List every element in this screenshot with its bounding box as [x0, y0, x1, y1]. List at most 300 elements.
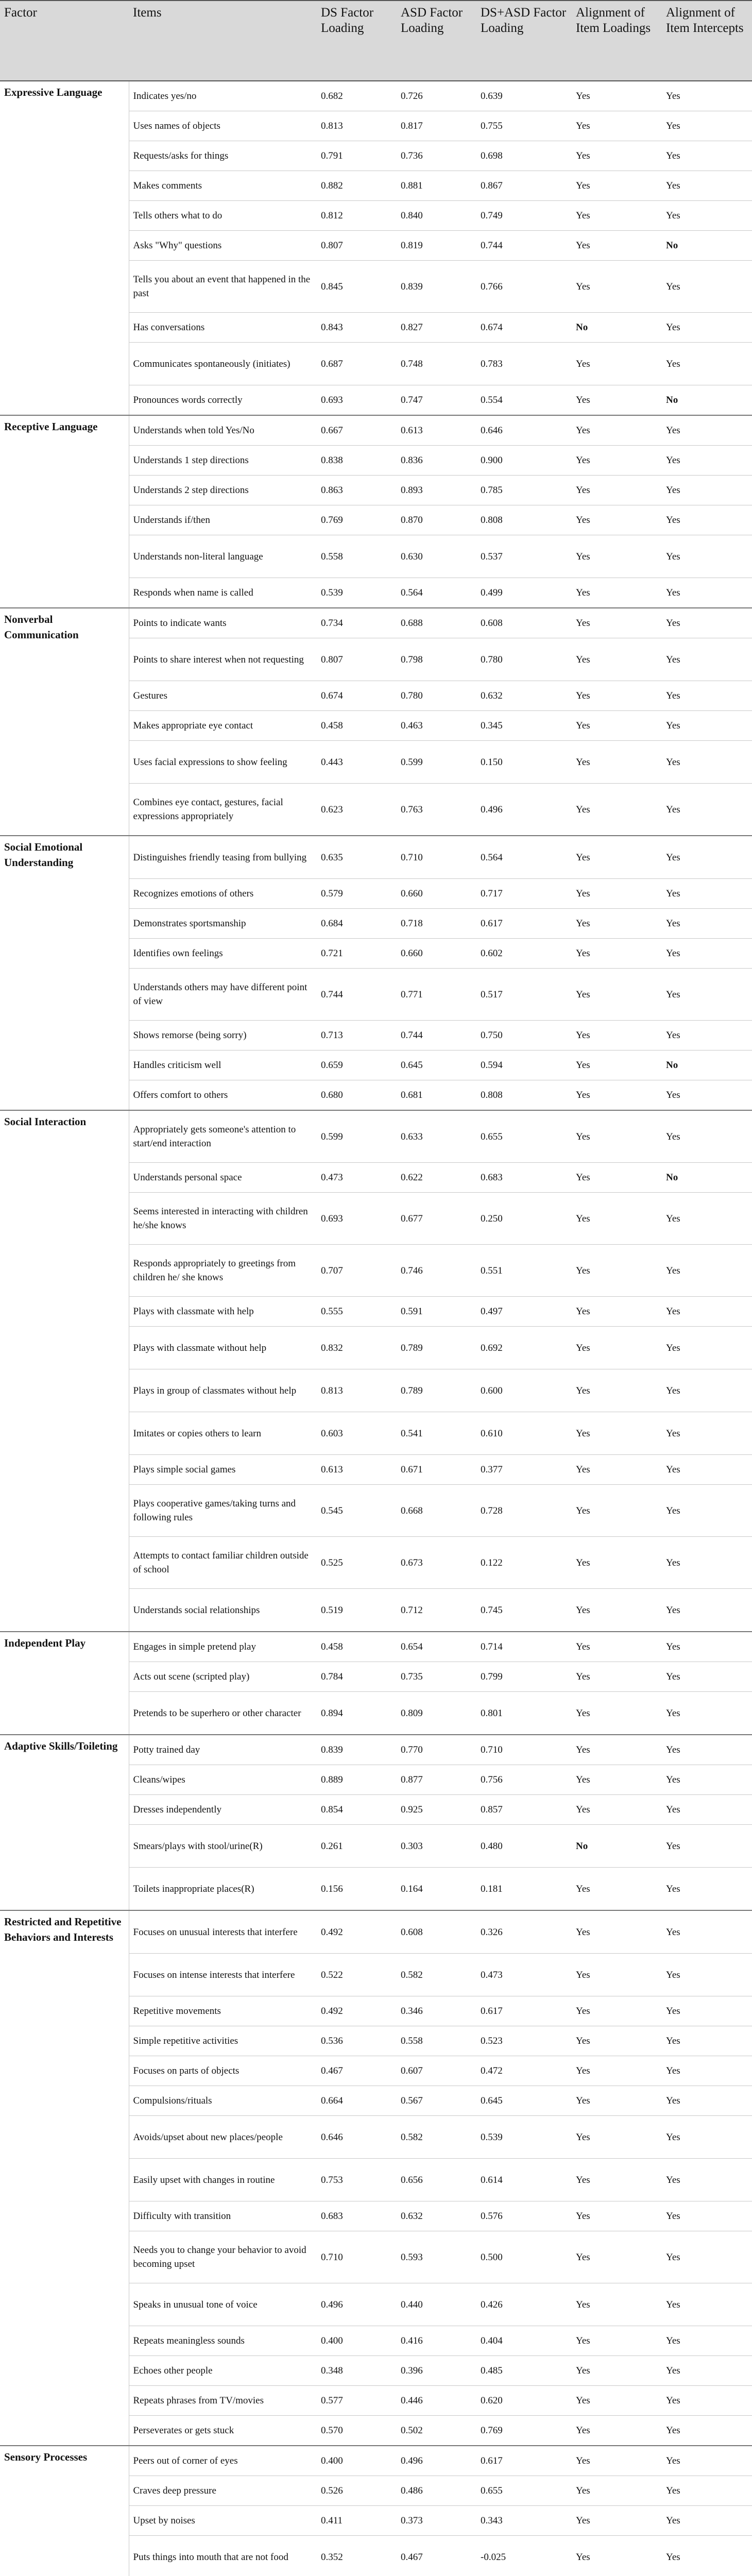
- asd-loading-cell: 0.836: [397, 446, 476, 476]
- factor-name-cell: Independent Play: [0, 1632, 129, 1735]
- ds-asd-loading-cell: 0.473: [476, 1954, 572, 1996]
- ds-loading-cell: 0.693: [317, 385, 397, 416]
- asd-loading-cell: 0.809: [397, 1692, 476, 1735]
- alignment-loadings-cell: Yes: [572, 1297, 662, 1327]
- item-cell: Understands others may have different point of view: [129, 969, 317, 1021]
- asd-loading-cell: 0.726: [397, 81, 476, 111]
- asd-loading-cell: 0.541: [397, 1412, 476, 1455]
- ds-loading-cell: 0.769: [317, 505, 397, 535]
- alignment-intercepts-cell: Yes: [662, 1868, 752, 1911]
- asd-loading-cell: 0.819: [397, 231, 476, 261]
- alignment-loadings-cell: Yes: [572, 578, 662, 608]
- asd-loading-cell: 0.645: [397, 1050, 476, 1080]
- ds-loading-cell: 0.813: [317, 111, 397, 141]
- alignment-intercepts-cell: Yes: [662, 2159, 752, 2201]
- asd-loading-cell: 0.564: [397, 578, 476, 608]
- alignment-intercepts-cell: Yes: [662, 171, 752, 201]
- ds-asd-loading-cell: 0.857: [476, 1795, 572, 1825]
- asd-loading-cell: 0.593: [397, 2231, 476, 2283]
- item-cell: Peers out of corner of eyes: [129, 2446, 317, 2476]
- alignment-loadings-cell: No: [572, 313, 662, 343]
- item-cell: Recognizes emotions of others: [129, 879, 317, 909]
- ds-loading-cell: 0.411: [317, 2506, 397, 2536]
- ds-loading-cell: 0.522: [317, 1954, 397, 1996]
- item-cell: Responds appropriately to greetings from children he/ she knows: [129, 1245, 317, 1297]
- alignment-intercepts-cell: No: [662, 1050, 752, 1080]
- ds-loading-cell: 0.807: [317, 638, 397, 681]
- ds-asd-loading-cell: 0.645: [476, 2086, 572, 2116]
- asd-loading-cell: 0.789: [397, 1327, 476, 1369]
- alignment-loadings-cell: Yes: [572, 608, 662, 638]
- ds-loading-cell: 0.693: [317, 1193, 397, 1245]
- ds-loading-cell: 0.458: [317, 711, 397, 741]
- item-cell: Plays with classmate with help: [129, 1297, 317, 1327]
- alignment-loadings-cell: Yes: [572, 261, 662, 313]
- item-cell: Acts out scene (scripted play): [129, 1662, 317, 1692]
- alignment-intercepts-cell: Yes: [662, 939, 752, 969]
- alignment-intercepts-cell: Yes: [662, 2026, 752, 2056]
- ds-asd-loading-cell: 0.326: [476, 1910, 572, 1954]
- table-row: [0, 836, 752, 879]
- ds-loading-cell: 0.577: [317, 2386, 397, 2416]
- alignment-loadings-cell: Yes: [572, 385, 662, 416]
- item-cell: Perseverates or gets stuck: [129, 2416, 317, 2446]
- ds-loading-cell: 0.838: [317, 446, 397, 476]
- item-cell: Attempts to contact familiar children outside of school: [129, 1537, 317, 1589]
- ds-asd-loading-cell: 0.537: [476, 535, 572, 578]
- ds-asd-loading-cell: 0.766: [476, 261, 572, 313]
- alignment-intercepts-cell: Yes: [662, 2201, 752, 2231]
- ds-loading-cell: 0.492: [317, 1910, 397, 1954]
- alignment-intercepts-cell: Yes: [662, 681, 752, 711]
- asd-loading-cell: 0.467: [397, 2536, 476, 2576]
- alignment-intercepts-cell: Yes: [662, 1455, 752, 1485]
- table-row: [0, 608, 752, 638]
- ds-loading-cell: 0.744: [317, 969, 397, 1021]
- asd-loading-cell: 0.870: [397, 505, 476, 535]
- ds-asd-loading-cell: 0.749: [476, 201, 572, 231]
- factor-name-cell: Sensory Processes: [0, 2446, 129, 2576]
- ds-loading-cell: 0.635: [317, 836, 397, 879]
- ds-loading-cell: 0.555: [317, 1297, 397, 1327]
- table-row: [0, 1632, 752, 1662]
- alignment-loadings-cell: Yes: [572, 141, 662, 171]
- ds-loading-cell: 0.710: [317, 2231, 397, 2283]
- header-alignment-loadings: Alignment of Item Loadings: [572, 1, 662, 81]
- alignment-loadings-cell: Yes: [572, 2231, 662, 2283]
- alignment-intercepts-cell: Yes: [662, 446, 752, 476]
- ds-loading-cell: 0.348: [317, 2356, 397, 2386]
- ds-loading-cell: 0.791: [317, 141, 397, 171]
- alignment-intercepts-cell: Yes: [662, 711, 752, 741]
- ds-asd-loading-cell: 0.692: [476, 1327, 572, 1369]
- ds-asd-loading-cell: 0.674: [476, 313, 572, 343]
- alignment-intercepts-cell: Yes: [662, 2536, 752, 2576]
- ds-loading-cell: 0.603: [317, 1412, 397, 1455]
- asd-loading-cell: 0.770: [397, 1735, 476, 1765]
- ds-loading-cell: 0.812: [317, 201, 397, 231]
- alignment-loadings-cell: Yes: [572, 2386, 662, 2416]
- alignment-intercepts-cell: Yes: [662, 909, 752, 939]
- ds-loading-cell: 0.713: [317, 1021, 397, 1050]
- alignment-intercepts-cell: Yes: [662, 313, 752, 343]
- alignment-loadings-cell: Yes: [572, 2201, 662, 2231]
- ds-loading-cell: 0.599: [317, 1110, 397, 1163]
- item-cell: Plays in group of classmates without help: [129, 1369, 317, 1412]
- item-cell: Simple repetitive activities: [129, 2026, 317, 2056]
- item-cell: Understands if/then: [129, 505, 317, 535]
- asd-loading-cell: 0.827: [397, 313, 476, 343]
- factor-name-cell: Receptive Language: [0, 415, 129, 608]
- alignment-loadings-cell: Yes: [572, 1369, 662, 1412]
- asd-loading-cell: 0.346: [397, 1996, 476, 2026]
- item-cell: Makes appropriate eye contact: [129, 711, 317, 741]
- ds-loading-cell: 0.545: [317, 1485, 397, 1537]
- factor-name-cell: Nonverbal Communication: [0, 608, 129, 836]
- alignment-loadings-cell: Yes: [572, 476, 662, 505]
- alignment-intercepts-cell: Yes: [662, 2326, 752, 2356]
- item-cell: Uses names of objects: [129, 111, 317, 141]
- item-cell: Plays with classmate without help: [129, 1327, 317, 1369]
- ds-asd-loading-cell: 0.426: [476, 2283, 572, 2326]
- asd-loading-cell: 0.613: [397, 415, 476, 446]
- alignment-loadings-cell: Yes: [572, 2506, 662, 2536]
- item-cell: Potty trained day: [129, 1735, 317, 1765]
- ds-loading-cell: 0.156: [317, 1868, 397, 1911]
- ds-loading-cell: 0.443: [317, 741, 397, 784]
- item-cell: Craves deep pressure: [129, 2476, 317, 2506]
- alignment-loadings-cell: Yes: [572, 2056, 662, 2086]
- alignment-loadings-cell: Yes: [572, 201, 662, 231]
- asd-loading-cell: 0.396: [397, 2356, 476, 2386]
- item-cell: Difficulty with transition: [129, 2201, 317, 2231]
- ds-loading-cell: 0.473: [317, 1163, 397, 1193]
- ds-asd-loading-cell: 0.780: [476, 638, 572, 681]
- asd-loading-cell: 0.486: [397, 2476, 476, 2506]
- factor-name-cell: Expressive Language: [0, 81, 129, 415]
- asd-loading-cell: 0.735: [397, 1662, 476, 1692]
- alignment-intercepts-cell: Yes: [662, 578, 752, 608]
- asd-loading-cell: 0.881: [397, 171, 476, 201]
- alignment-loadings-cell: Yes: [572, 1735, 662, 1765]
- alignment-intercepts-cell: Yes: [662, 2231, 752, 2283]
- ds-loading-cell: 0.667: [317, 415, 397, 446]
- alignment-intercepts-cell: Yes: [662, 2056, 752, 2086]
- asd-loading-cell: 0.744: [397, 1021, 476, 1050]
- item-cell: Gestures: [129, 681, 317, 711]
- ds-loading-cell: 0.843: [317, 313, 397, 343]
- alignment-intercepts-cell: Yes: [662, 111, 752, 141]
- asd-loading-cell: 0.747: [397, 385, 476, 416]
- ds-loading-cell: 0.845: [317, 261, 397, 313]
- item-cell: Requests/asks for things: [129, 141, 317, 171]
- ds-loading-cell: 0.646: [317, 2116, 397, 2159]
- ds-asd-loading-cell: 0.485: [476, 2356, 572, 2386]
- ds-loading-cell: 0.623: [317, 784, 397, 836]
- asd-loading-cell: 0.633: [397, 1110, 476, 1163]
- ds-asd-loading-cell: 0.551: [476, 1245, 572, 1297]
- asd-loading-cell: 0.677: [397, 1193, 476, 1245]
- ds-loading-cell: 0.807: [317, 231, 397, 261]
- alignment-intercepts-cell: Yes: [662, 969, 752, 1021]
- alignment-intercepts-cell: Yes: [662, 1735, 752, 1765]
- alignment-intercepts-cell: Yes: [662, 1080, 752, 1111]
- alignment-intercepts-cell: Yes: [662, 2356, 752, 2386]
- item-cell: Understands personal space: [129, 1163, 317, 1193]
- ds-loading-cell: 0.687: [317, 343, 397, 385]
- ds-loading-cell: 0.458: [317, 1632, 397, 1662]
- alignment-loadings-cell: Yes: [572, 836, 662, 879]
- header-ds-loading: DS Factor Loading: [317, 1, 397, 81]
- ds-asd-loading-cell: 0.683: [476, 1163, 572, 1193]
- alignment-loadings-cell: Yes: [572, 1954, 662, 1996]
- alignment-loadings-cell: Yes: [572, 1412, 662, 1455]
- alignment-intercepts-cell: Yes: [662, 2386, 752, 2416]
- item-cell: Engages in simple pretend play: [129, 1632, 317, 1662]
- asd-loading-cell: 0.712: [397, 1589, 476, 1632]
- item-cell: Plays cooperative games/taking turns and following rules: [129, 1485, 317, 1537]
- ds-loading-cell: 0.753: [317, 2159, 397, 2201]
- ds-loading-cell: 0.813: [317, 1369, 397, 1412]
- ds-asd-loading-cell: 0.517: [476, 969, 572, 1021]
- item-cell: Communicates spontaneously (initiates): [129, 343, 317, 385]
- ds-loading-cell: 0.400: [317, 2446, 397, 2476]
- asd-loading-cell: 0.877: [397, 1765, 476, 1795]
- item-cell: Repetitive movements: [129, 1996, 317, 2026]
- alignment-intercepts-cell: Yes: [662, 741, 752, 784]
- item-cell: Handles criticism well: [129, 1050, 317, 1080]
- alignment-intercepts-cell: Yes: [662, 415, 752, 446]
- alignment-intercepts-cell: Yes: [662, 535, 752, 578]
- ds-loading-cell: 0.721: [317, 939, 397, 969]
- ds-loading-cell: 0.492: [317, 1996, 397, 2026]
- ds-loading-cell: 0.839: [317, 1735, 397, 1765]
- alignment-intercepts-cell: Yes: [662, 608, 752, 638]
- asd-loading-cell: 0.567: [397, 2086, 476, 2116]
- alignment-intercepts-cell: Yes: [662, 1297, 752, 1327]
- table-row: [0, 415, 752, 446]
- table-row: [0, 2446, 752, 2476]
- alignment-intercepts-cell: Yes: [662, 141, 752, 171]
- ds-asd-loading-cell: 0.250: [476, 1193, 572, 1245]
- alignment-intercepts-cell: Yes: [662, 2476, 752, 2506]
- alignment-loadings-cell: Yes: [572, 1589, 662, 1632]
- ds-loading-cell: 0.784: [317, 1662, 397, 1692]
- alignment-intercepts-cell: Yes: [662, 1110, 752, 1163]
- ds-asd-loading-cell: 0.744: [476, 231, 572, 261]
- ds-asd-loading-cell: 0.756: [476, 1765, 572, 1795]
- ds-loading-cell: 0.613: [317, 1455, 397, 1485]
- item-cell: Uses facial expressions to show feeling: [129, 741, 317, 784]
- ds-loading-cell: 0.352: [317, 2536, 397, 2576]
- asd-loading-cell: 0.673: [397, 1537, 476, 1589]
- item-cell: Identifies own feelings: [129, 939, 317, 969]
- alignment-loadings-cell: Yes: [572, 2416, 662, 2446]
- ds-asd-loading-cell: 0.610: [476, 1412, 572, 1455]
- ds-asd-loading-cell: 0.500: [476, 2231, 572, 2283]
- ds-asd-loading-cell: 0.710: [476, 1735, 572, 1765]
- alignment-loadings-cell: Yes: [572, 1163, 662, 1193]
- item-cell: Echoes other people: [129, 2356, 317, 2386]
- ds-asd-loading-cell: 0.602: [476, 939, 572, 969]
- alignment-loadings-cell: Yes: [572, 2159, 662, 2201]
- asd-loading-cell: 0.798: [397, 638, 476, 681]
- alignment-loadings-cell: Yes: [572, 1662, 662, 1692]
- ds-loading-cell: 0.882: [317, 171, 397, 201]
- ds-loading-cell: 0.889: [317, 1765, 397, 1795]
- alignment-intercepts-cell: Yes: [662, 638, 752, 681]
- item-cell: Imitates or copies others to learn: [129, 1412, 317, 1455]
- asd-loading-cell: 0.463: [397, 711, 476, 741]
- factor-name-cell: Social Interaction: [0, 1110, 129, 1632]
- header-alignment-intercepts: Alignment of Item Intercepts: [662, 1, 752, 81]
- ds-asd-loading-cell: 0.497: [476, 1297, 572, 1327]
- asd-loading-cell: 0.608: [397, 1910, 476, 1954]
- ds-asd-loading-cell: 0.472: [476, 2056, 572, 2086]
- item-cell: Indicates yes/no: [129, 81, 317, 111]
- ds-loading-cell: 0.674: [317, 681, 397, 711]
- ds-asd-loading-cell: 0.655: [476, 1110, 572, 1163]
- item-cell: Combines eye contact, gestures, facial expressions appropriately: [129, 784, 317, 836]
- asd-loading-cell: 0.164: [397, 1868, 476, 1911]
- ds-loading-cell: 0.680: [317, 1080, 397, 1111]
- ds-asd-loading-cell: 0.785: [476, 476, 572, 505]
- item-cell: Understands 2 step directions: [129, 476, 317, 505]
- alignment-intercepts-cell: Yes: [662, 2506, 752, 2536]
- ds-asd-loading-cell: 0.480: [476, 1825, 572, 1868]
- ds-asd-loading-cell: 0.496: [476, 784, 572, 836]
- alignment-loadings-cell: Yes: [572, 1050, 662, 1080]
- asd-loading-cell: 0.440: [397, 2283, 476, 2326]
- item-cell: Dresses independently: [129, 1795, 317, 1825]
- alignment-intercepts-cell: Yes: [662, 476, 752, 505]
- alignment-loadings-cell: Yes: [572, 939, 662, 969]
- alignment-intercepts-cell: Yes: [662, 1662, 752, 1692]
- item-cell: Understands social relationships: [129, 1589, 317, 1632]
- item-cell: Tells you about an event that happened in the past: [129, 261, 317, 313]
- item-cell: Focuses on parts of objects: [129, 2056, 317, 2086]
- alignment-intercepts-cell: Yes: [662, 1327, 752, 1369]
- ds-asd-loading-cell: 0.617: [476, 909, 572, 939]
- item-cell: Shows remorse (being sorry): [129, 1021, 317, 1050]
- alignment-loadings-cell: Yes: [572, 1193, 662, 1245]
- alignment-loadings-cell: Yes: [572, 446, 662, 476]
- alignment-loadings-cell: Yes: [572, 1795, 662, 1825]
- table-row: [0, 1110, 752, 1163]
- alignment-loadings-cell: Yes: [572, 1455, 662, 1485]
- ds-asd-loading-cell: 0.554: [476, 385, 572, 416]
- ds-loading-cell: 0.682: [317, 81, 397, 111]
- ds-asd-loading-cell: 0.728: [476, 1485, 572, 1537]
- ds-asd-loading-cell: 0.808: [476, 505, 572, 535]
- ds-asd-loading-cell: 0.345: [476, 711, 572, 741]
- alignment-loadings-cell: Yes: [572, 81, 662, 111]
- alignment-intercepts-cell: Yes: [662, 1954, 752, 1996]
- alignment-loadings-cell: Yes: [572, 1692, 662, 1735]
- ds-asd-loading-cell: 0.377: [476, 1455, 572, 1485]
- alignment-intercepts-cell: Yes: [662, 2446, 752, 2476]
- item-cell: Pronounces words correctly: [129, 385, 317, 416]
- ds-asd-loading-cell: 0.617: [476, 1996, 572, 2026]
- item-cell: Plays simple social games: [129, 1455, 317, 1485]
- item-cell: Focuses on intense interests that interfere: [129, 1954, 317, 1996]
- ds-asd-loading-cell: 0.150: [476, 741, 572, 784]
- alignment-intercepts-cell: Yes: [662, 1589, 752, 1632]
- asd-loading-cell: 0.630: [397, 535, 476, 578]
- asd-loading-cell: 0.736: [397, 141, 476, 171]
- alignment-intercepts-cell: No: [662, 1163, 752, 1193]
- asd-loading-cell: 0.632: [397, 2201, 476, 2231]
- ds-asd-loading-cell: 0.801: [476, 1692, 572, 1735]
- asd-loading-cell: 0.681: [397, 1080, 476, 1111]
- alignment-loadings-cell: Yes: [572, 1327, 662, 1369]
- alignment-intercepts-cell: Yes: [662, 1910, 752, 1954]
- asd-loading-cell: 0.446: [397, 2386, 476, 2416]
- header-items: Items: [129, 1, 317, 81]
- asd-loading-cell: 0.748: [397, 343, 476, 385]
- alignment-loadings-cell: Yes: [572, 415, 662, 446]
- item-cell: Distinguishes friendly teasing from bullying: [129, 836, 317, 879]
- ds-loading-cell: 0.683: [317, 2201, 397, 2231]
- ds-loading-cell: 0.539: [317, 578, 397, 608]
- ds-loading-cell: 0.536: [317, 2026, 397, 2056]
- item-cell: Points to indicate wants: [129, 608, 317, 638]
- asd-loading-cell: 0.746: [397, 1245, 476, 1297]
- ds-asd-loading-cell: -0.025: [476, 2536, 572, 2576]
- ds-asd-loading-cell: 0.750: [476, 1021, 572, 1050]
- asd-loading-cell: 0.817: [397, 111, 476, 141]
- ds-asd-loading-cell: 0.600: [476, 1369, 572, 1412]
- ds-asd-loading-cell: 0.564: [476, 836, 572, 879]
- asd-loading-cell: 0.582: [397, 1954, 476, 1996]
- ds-asd-loading-cell: 0.608: [476, 608, 572, 638]
- asd-loading-cell: 0.763: [397, 784, 476, 836]
- header-ds-asd-loading: DS+ASD Factor Loading: [476, 1, 572, 81]
- header-factor: Factor: [0, 1, 129, 81]
- ds-loading-cell: 0.832: [317, 1327, 397, 1369]
- ds-loading-cell: 0.684: [317, 909, 397, 939]
- asd-loading-cell: 0.668: [397, 1485, 476, 1537]
- ds-asd-loading-cell: 0.769: [476, 2416, 572, 2446]
- alignment-intercepts-cell: Yes: [662, 81, 752, 111]
- alignment-loadings-cell: Yes: [572, 681, 662, 711]
- item-cell: Smears/plays with stool/urine(R): [129, 1825, 317, 1868]
- ds-asd-loading-cell: 0.799: [476, 1662, 572, 1692]
- alignment-intercepts-cell: Yes: [662, 1632, 752, 1662]
- alignment-intercepts-cell: Yes: [662, 1245, 752, 1297]
- header-asd-loading: ASD Factor Loading: [397, 1, 476, 81]
- alignment-intercepts-cell: Yes: [662, 1369, 752, 1412]
- alignment-loadings-cell: Yes: [572, 2086, 662, 2116]
- alignment-loadings-cell: Yes: [572, 343, 662, 385]
- ds-loading-cell: 0.894: [317, 1692, 397, 1735]
- asd-loading-cell: 0.599: [397, 741, 476, 784]
- alignment-loadings-cell: Yes: [572, 1485, 662, 1537]
- item-cell: Avoids/upset about new places/people: [129, 2116, 317, 2159]
- asd-loading-cell: 0.303: [397, 1825, 476, 1868]
- alignment-intercepts-cell: Yes: [662, 879, 752, 909]
- item-cell: Pretends to be superhero or other character: [129, 1692, 317, 1735]
- alignment-loadings-cell: Yes: [572, 879, 662, 909]
- factor-name-cell: Social Emotional Understanding: [0, 836, 129, 1110]
- ds-asd-loading-cell: 0.523: [476, 2026, 572, 2056]
- alignment-loadings-cell: Yes: [572, 2326, 662, 2356]
- alignment-loadings-cell: Yes: [572, 1765, 662, 1795]
- ds-asd-loading-cell: 0.576: [476, 2201, 572, 2231]
- ds-asd-loading-cell: 0.745: [476, 1589, 572, 1632]
- ds-asd-loading-cell: 0.404: [476, 2326, 572, 2356]
- alignment-intercepts-cell: No: [662, 385, 752, 416]
